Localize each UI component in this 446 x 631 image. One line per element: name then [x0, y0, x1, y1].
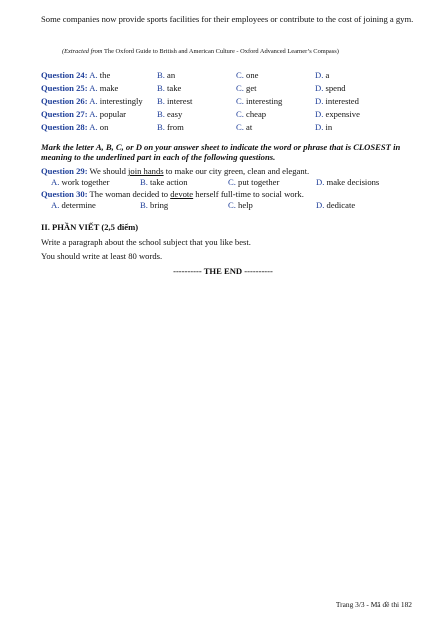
- option-text: the: [99, 70, 111, 80]
- option-text: get: [246, 83, 257, 93]
- question-label: Question 28:: [41, 122, 88, 132]
- word-count-note: You should write at least 80 words.: [41, 251, 163, 261]
- option-text: help: [238, 200, 253, 210]
- section-instruction: Mark the letter A, B, C, or D on your answer sheet to indicate the word or phrase that is CLOSEST in meaning to the underlined part in each of the following questions.: [41, 142, 401, 162]
- intro-paragraph: Some companies now provide sports facilities for their employees or contribute to the cost of joining a gym.: [41, 14, 414, 24]
- option-text: expensive: [325, 109, 360, 119]
- option-text: easy: [167, 109, 183, 119]
- question-label: Question 30:: [41, 189, 88, 199]
- option-text: take action: [150, 177, 188, 187]
- question-label: Question 26:: [41, 96, 88, 106]
- option-text: dedicate: [326, 200, 356, 210]
- question-label: Question 29:: [41, 166, 88, 176]
- option-text: interested: [325, 96, 359, 106]
- section-title: II. PHẦN VIẾT (2,5 điểm): [41, 222, 139, 232]
- option-text: at: [246, 122, 253, 132]
- option-text: on: [99, 122, 109, 132]
- option-text: interestingly: [99, 96, 143, 106]
- underlined-phrase: join hands: [128, 166, 164, 176]
- source-prefix: (Extracted from: [62, 48, 105, 55]
- option-text: work together: [61, 177, 110, 187]
- option-text: make: [99, 83, 119, 93]
- exam-page: Some companies now provide sports facilities for their employees or contribute to the cost of joining a gym. (Extracted from The Oxford Guide to British and American Culture - Oxford Advanced Learner’s Compass) Question 24: A. the B. an C. one D. a Question 25: A. make B. take C. get D. spend Question 26: A. interestingly B. interest C. interesting D. interested Question 27: A. popular B. easy C. cheap D. expensive Question 28: A. on B. from C. at D. in Mark the letter A, B, C, or D on your answer sheet to indicate the word or phrase that is CLOSEST in meaning to the underlined part in each of the following questions. Question 29: We should join hands to make our city green, clean and elegant. A. work together B. take action C. put together D. make decisions Question 30: The woman decided to devote herself full-time to social work. A. determine B. bring C. help D. dedicate II. PHẦN VIẾT (2,5 điểm) Write a paragraph about the school subject that you like best. You should write at least 80 words. ---------- THE END ---------- Trang 3/3 - Mã đề thi 182: [0, 0, 446, 631]
- option-text: one: [246, 70, 259, 80]
- option-text: cheap: [246, 109, 267, 119]
- question-29-stem: Question 29: We should join hands to make our city green, clean and elegant.: [41, 166, 310, 176]
- option-text: put together: [238, 177, 280, 187]
- option-text: determine: [61, 200, 96, 210]
- the-end-marker: ---------- THE END ----------: [173, 266, 273, 276]
- option-text: a: [325, 70, 330, 80]
- source-title: The Oxford Guide to British and American Culture - Oxford Advanced Learner’s Compass): [104, 48, 339, 55]
- option-text: from: [167, 122, 184, 132]
- question-30-stem: Question 30: The woman decided to devote herself full-time to social work.: [41, 189, 304, 199]
- option-text: interesting: [246, 96, 283, 106]
- option-text: take: [167, 83, 182, 93]
- option-text: bring: [150, 200, 169, 210]
- source-citation: [62, 47, 339, 57]
- option-text: in: [325, 122, 333, 132]
- option-text: popular: [99, 109, 127, 119]
- writing-prompt: Write a paragraph about the school subject that you like best.: [41, 237, 251, 247]
- option-text: spend: [325, 83, 346, 93]
- option-text: make decisions: [326, 177, 380, 187]
- question-label: Question 24:: [41, 70, 88, 80]
- option-text: an: [167, 70, 176, 80]
- page-footer: Trang 3/3 - Mã đề thi 182: [335, 600, 412, 609]
- underlined-phrase: devote: [170, 189, 194, 199]
- option-text: interest: [167, 96, 193, 106]
- question-label: Question 27:: [41, 109, 88, 119]
- question-label: Question 25:: [41, 83, 88, 93]
